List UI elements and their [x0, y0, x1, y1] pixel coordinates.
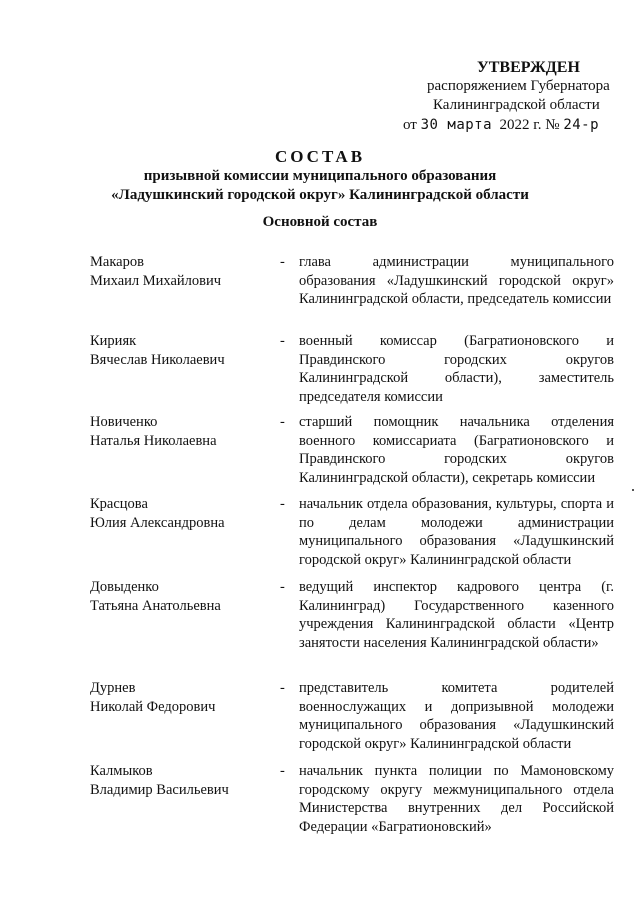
date-year: 2022 г. №	[499, 117, 560, 133]
approval-line-2: Калининградской области	[433, 97, 600, 113]
member-role: военный комиссар (Багратионовского и Правдинского городских округов Калининградской области), заместитель председателя комиссии	[299, 333, 614, 405]
member-role: представитель комитета родителей военнослужащих и допризывной молодежи муниципального образования «Ладушкинский городской округ» Калининградской области	[299, 680, 614, 752]
member-name	[90, 762, 275, 799]
member-given-name: Юлия Александровна	[90, 514, 225, 531]
approval-line-1: распоряжением Губернатора	[427, 78, 610, 94]
member-role: старший помощник начальника отделения военного комиссариата (Багратионовского и Правдинского городских округов Калининградской области), секретарь комиссии	[299, 414, 614, 486]
member-surname: Дурнев	[90, 680, 136, 696]
member-given-name: Николай Федорович	[90, 698, 216, 715]
member-name	[90, 495, 275, 532]
member-dash: -	[280, 680, 285, 696]
member-surname: Красцова	[90, 496, 148, 512]
scan-speck	[632, 489, 634, 491]
approval-stamp	[395, 58, 615, 135]
member-surname: Довыденко	[90, 579, 159, 595]
member-dash: -	[280, 763, 285, 779]
title-block	[0, 146, 640, 205]
member-name	[90, 413, 275, 450]
member-surname: Макаров	[90, 254, 144, 270]
document-subtitle-line-1: призывной комиссии муниципального образования	[143, 168, 497, 184]
member-dash: -	[280, 254, 285, 270]
member-given-name: Владимир Васильевич	[90, 781, 229, 798]
member-name	[90, 578, 275, 615]
member-name	[90, 253, 275, 290]
member-role: начальник отдела образования, культуры, спорта и по делам молодежи администрации муниципального образования «Ладушкинский городской округ» Калининградской области	[299, 496, 614, 568]
member-surname: Кирияк	[90, 333, 137, 349]
date-prefix: от	[403, 117, 417, 133]
member-given-name: Вячеслав Николаевич	[90, 351, 225, 368]
member-dash: -	[280, 496, 285, 512]
member-given-name: Татьяна Анатольевна	[90, 597, 221, 614]
approval-title: УТВЕРЖДЕН	[477, 59, 580, 76]
member-dash: -	[280, 579, 285, 595]
member-surname: Новиченко	[90, 414, 158, 430]
document-subtitle-line-2: «Ладушкинский городской округ» Калининградской области	[111, 187, 529, 203]
member-name	[90, 679, 275, 716]
section-title: Основной состав	[262, 214, 378, 230]
document-title: СОСТАВ	[274, 147, 366, 166]
member-role: начальник пункта полиции по Мамоновскому городскому округу межмуниципального отдела Министерства внутренних дел Российской Федерации «Багратионовский»	[299, 763, 614, 835]
member-given-name: Михаил Михайлович	[90, 272, 222, 289]
member-surname: Калмыков	[90, 763, 153, 779]
member-given-name: Наталья Николаевна	[90, 432, 217, 449]
member-dash: -	[280, 414, 285, 430]
member-name	[90, 332, 275, 369]
date-day-month: 30 марта	[420, 117, 493, 133]
member-role: глава администрации муниципального образования «Ладушкинский городской округ» Калининградской области, председатель комиссии	[299, 254, 614, 307]
approval-date	[395, 116, 615, 135]
date-number: 24-р	[563, 117, 600, 133]
member-dash: -	[280, 333, 285, 349]
member-role: ведущий инспектор кадрового центра (г. Калининград) Государственного казенного учреждения Калининградской области «Центр занятости населения Калининградской области»	[299, 579, 614, 651]
